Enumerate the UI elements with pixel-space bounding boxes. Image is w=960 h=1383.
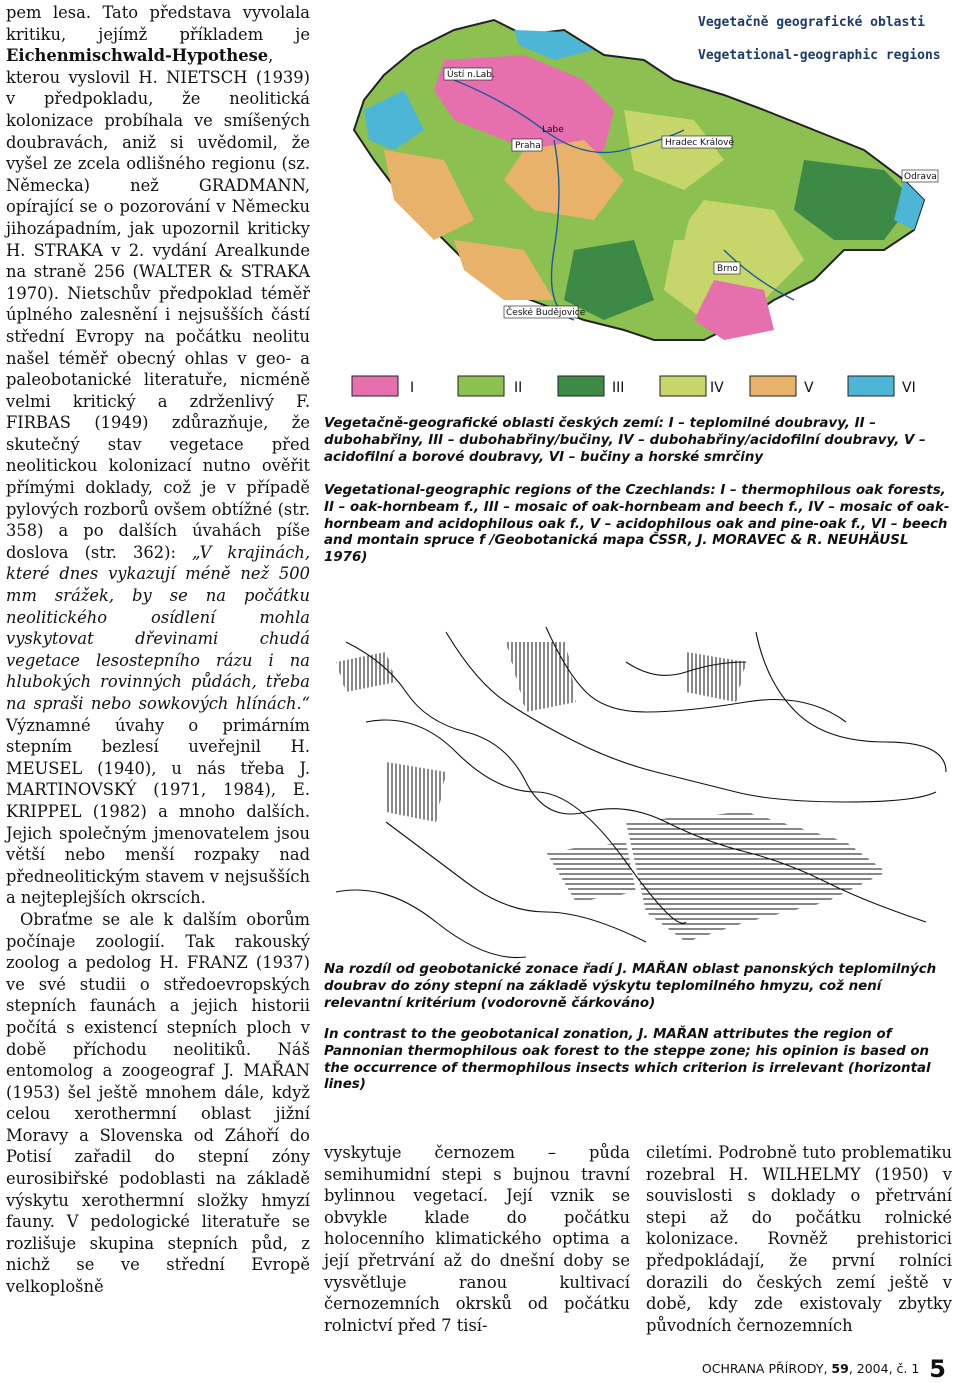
quotation: „V krajinách, které dnes vykazují méně než 500 mm srážek, by se na počátku neolitického osídlení mohla vyskytovat dřevinami chudá vegetace lesostepního rázu i na hlubokých rovinných půdách, třeba na spraši nebo sowkových hlínách.“ xyxy=(6,542,311,713)
text-run: pem lesa. Tato představa vyvolala kritiku, jejímž příkladem je xyxy=(6,3,310,44)
legend-label: II xyxy=(514,380,523,396)
map2-caption-cz: Na rozdíl od geobotanické zonace řadí J. MAŘAN oblast panonských teplomilných doubrav do zóny stepní na základě výskytu teplomilného hmyzu, což není relevantní kritérium (vodorovně čárkováno) xyxy=(324,962,937,1011)
city-label: Ústí n.Lab. xyxy=(447,70,495,80)
page-number: 5 xyxy=(929,1355,946,1383)
journal-volume: 59 xyxy=(831,1361,849,1376)
horizontal-hatching xyxy=(546,812,886,942)
legend-label: VI xyxy=(902,380,916,396)
paragraph: vyskytuje černozem – půda semihumidní stepi s bujnou travní bylinnou vegetací. Její vznik se obvykle klade do počátku holocenního klimatického optima a její přetrvání až do dnešní doby se vysvětluje ranou kultivací černozemních okrsků od počátku rolnictví před 7 tisí- xyxy=(324,1143,630,1335)
journal-issue: , 2004, č. 1 xyxy=(848,1361,920,1376)
map2-caption-en: In contrast to the geobotanical zonation, J. MAŘAN attributes the region of Pannonian thermophilous oak forest to the steppe zone; his opinion is based on the occurrence of thermophilous insects which criterion is irrelevant (horizontal lines) xyxy=(324,1027,931,1093)
legend-label: I xyxy=(410,380,415,396)
city-label: Hradec Králové xyxy=(665,138,735,148)
middle-text-column xyxy=(324,1142,630,1336)
map-title-cz: Vegetačně geografické oblasti xyxy=(698,15,925,30)
paragraph-2: Obraťme se ale k dalším oborům počínaje zoologií. Tak rakouský zoolog a pedolog H. FRANZ (1937) ve své studii o středoevropských stepních faunách a jejich historii počítá s existencí stepních ploch v době příchodu neolitiků. Náš entomolog a zoogeograf J. MAŘAN (1953) šel ještě mnohem dále, když celou xerothermní oblast jižní Moravy a Slovenska od Záhoří do Potisí zařadil do stepní zóny eurosibiřské podoblasti na základě výskytu xerothermní složky hmyzí fauny. V pedologické literatuře se rozlišuje skupina stepních půd, z nichž se ve střední Evropě velkoplošně xyxy=(6,909,310,1297)
steppe-zone-map xyxy=(326,622,952,962)
map1-caption-cz: Vegetačně-geografické oblasti českých zemí: I – teplomilné doubravy, II – dubohabřiny, III – dubohabřiny/bučiny, IV – dubohabřiny/acidofilní doubravy, V – acidofilní a borové doubravy, VI – bučiny a horské smrčiny xyxy=(324,416,926,465)
legend-label: III xyxy=(612,380,625,396)
left-text-column xyxy=(6,2,310,1298)
paragraph: ciletími. Podrobně tuto problematiku rozebral H. WILHELMY (1950) v souvislosti s doklady o přetrvání stepi až do počátku rolnické kolonizace. Rovněž prehistorici předpokládají, že první rolníci dorazili do českých zemí ještě v době, kdy zde existovaly zbytky původních černozemních xyxy=(646,1143,952,1335)
right-text-column xyxy=(646,1142,952,1336)
page-footer xyxy=(702,1355,946,1383)
legend-label: V xyxy=(804,380,814,396)
text-run: Významné úvahy o primárním stepním bezlesí uveřejnil H. MEUSEL (1940), u nás třeba J. MARTINOVSKÝ (1971, 1984), E. KRIPPEL (1982) a mnoho dalších. Jejich společným jmenovatelem jsou větší nebo menší rozpaky nad předneolitickým stavem v nejsušších a nejteplejších okrscích. xyxy=(6,715,310,908)
city-label: Praha xyxy=(515,141,541,151)
city-label: Labe xyxy=(542,125,564,135)
map-title xyxy=(698,6,941,72)
map1-caption-en: Vegetational-geographic regions of the Czechlands: I – thermophilous oak forests, II – oak-hornbeam f., III – mosaic of oak-hornbeam and beech f., IV – mosaic of oak-hornbeam and acidophilous oak f., V – acidophilous oak and pine-oak f., VI – beech and montain spruce f /Geobotanická mapa ČSSR, J. MORAVEC & R. NEUHÄUSL 1976) xyxy=(324,483,950,566)
bold-term: Eichenmischwald-Hypothese xyxy=(6,46,269,66)
legend-label: IV xyxy=(710,380,724,396)
city-label: Brno xyxy=(717,264,738,274)
city-label: Odrava xyxy=(904,172,937,182)
journal-name: OCHRANA PŘÍRODY, xyxy=(701,1361,832,1376)
city-label: České Budějovice xyxy=(506,308,586,318)
map-title-en: Vegetational-geographic regions xyxy=(698,48,941,63)
vertical-hatching xyxy=(336,642,746,822)
text-run: , kterou vyslovil H. NIETSCH (1939) v předpokladu, že neolitická kolonizace probíhala ve smíšených doubravách, aniž si uvědomil, že vyšel ze zcela odlišného regionu (sz. Německa) než GRADMANN, opírající se o pozorování v Německu jihozápadním, jak upozornil kriticky H. STRAKA v 2. vydání Arealkunde na straně 256 (WALTER & STRAKA 1970). Nietschův předpoklad téměř úplného zalesnění i nejsušších částí střední Evropy na počátku neolitu našel téměř obecný ohlas v geo- a paleobotanické literatuře, nicméně velmi kritický a zdrženlivý F. FIRBAS (1949) zdůrazňuje, že skutečný stav vegetace před neolitickou kolonizací nutno ověřit přímými doklady, což je v případě pylových rozborů ovšem obtížné (str. 358) a po dalších úvahách píše doslova (str. 362): xyxy=(6,46,310,562)
paragraph-1 xyxy=(6,2,310,909)
